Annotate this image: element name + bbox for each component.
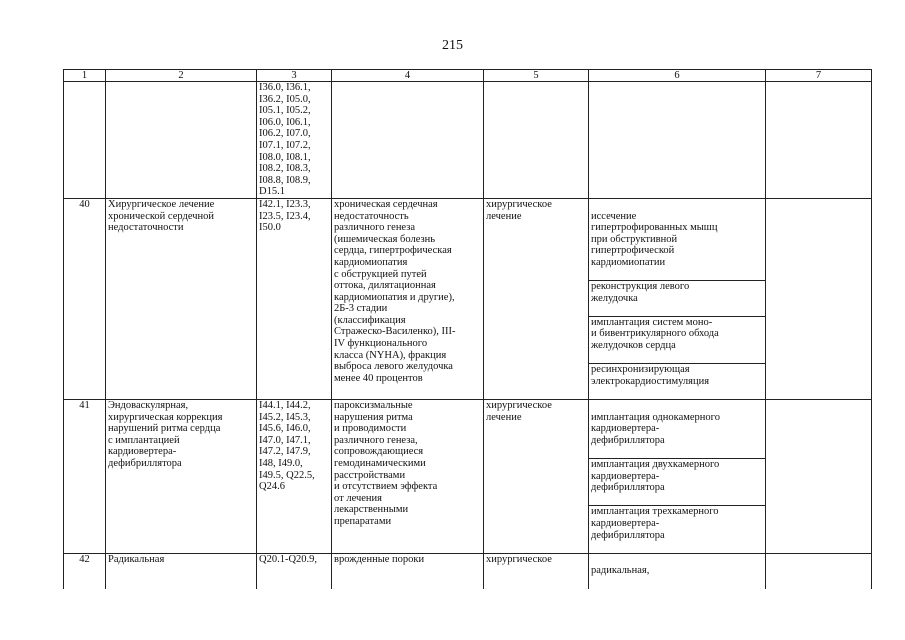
- diagnosis: хроническая сердечная недостаточность различного генеза (ишемическая болезнь сердца, гипертрофическая кардиомиопатия с обструкцией путей оттока, дилятационная кардиомиопатия и другие), 2Б-3 стадии (классификация Стражеско-Василенко), III- IV функционального класса (NYHA), фракция выброса левого желудочка менее 40 процентов: [332, 198, 484, 399]
- row-number: [64, 82, 106, 199]
- icd-codes: Q20.1-Q20.9,: [257, 553, 332, 588]
- page-number: 215: [442, 38, 463, 53]
- method-item: ресинхронизирующая электрокардиостимуляция: [589, 363, 765, 387]
- column-7-cell: [766, 400, 872, 554]
- column-header: 1: [64, 70, 106, 82]
- method-item: реконструкция левого желудочка: [589, 280, 765, 304]
- icd-codes: I42.1, I23.3, I23.5, I23.4, I50.0: [257, 198, 332, 399]
- procedure-name: Радикальная: [106, 553, 257, 588]
- column-header: 6: [589, 70, 766, 82]
- row-number: 41: [64, 400, 106, 554]
- icd-codes: I36.0, I36.1, I36.2, I05.0, I05.1, I05.2, I06.0, I06.1, I06.2, I07.0, I07.1, I07.2, I08.0, I08.1, I08.2, I08.3, I08.8, I08.9, D15.1: [257, 82, 332, 199]
- column-header: 7: [766, 70, 872, 82]
- method-item: радикальная,: [591, 565, 650, 577]
- method-item: имплантация трехкамерного кардиовертера- дефибриллятора: [589, 505, 765, 541]
- treatment-type: хирургическое лечение: [484, 198, 589, 399]
- column-7-cell: [766, 553, 872, 588]
- procedure-name: Хирургическое лечение хронической сердечной недостаточности: [106, 198, 257, 399]
- column-header: 2: [106, 70, 257, 82]
- treatment-type: [484, 82, 589, 199]
- treatment-type: хирургическое: [484, 553, 589, 588]
- table-row: [64, 400, 872, 554]
- diagnosis: пароксизмальные нарушения ритма и проводимости различного генеза, сопровождающиеся гемодинамическими расстройствами и отсутствием эффекта от лечения лекарственными препаратами: [332, 400, 484, 554]
- treatment-methods: [589, 553, 766, 588]
- icd-codes: I44.1, I44.2, I45.2, I45.3, I45.6, I46.0, I47.0, I47.1, I47.2, I47.9, I48, I49.0, I49.5, Q22.5, Q24.6: [257, 400, 332, 554]
- column-header: 5: [484, 70, 589, 82]
- medical-procedures-table: [63, 69, 872, 589]
- column-7-cell: [766, 82, 872, 199]
- method-item: имплантация двухкамерного кардиовертера- дефибриллятора: [589, 458, 765, 494]
- diagnosis: [332, 82, 484, 199]
- procedure-name: Эндоваскулярная, хирургическая коррекция нарушений ритма сердца с имплантацией кардиовертера- дефибриллятора: [106, 400, 257, 554]
- method-item: имплантация систем моно- и бивентрикулярного обхода желудочков сердца: [589, 316, 765, 352]
- table-row: [64, 553, 872, 588]
- row-number: 42: [64, 553, 106, 588]
- column-header: 4: [332, 70, 484, 82]
- treatment-methods: [589, 198, 766, 399]
- method-item: имплантация однокамерного кардиовертера- дефибриллятора: [591, 411, 720, 446]
- header-row: [64, 70, 872, 82]
- diagnosis: врожденные пороки: [332, 553, 484, 588]
- treatment-methods: [589, 82, 766, 199]
- method-item: иссечение гипертрофированных мышц при обструктивной гипертрофической кардиомиопатии: [591, 210, 718, 268]
- column-7-cell: [766, 198, 872, 399]
- treatment-methods: [589, 400, 766, 554]
- table-row: [64, 198, 872, 399]
- table-row: [64, 82, 872, 199]
- row-number: 40: [64, 198, 106, 399]
- column-header: 3: [257, 70, 332, 82]
- procedure-name: [106, 82, 257, 199]
- treatment-type: хирургическое лечение: [484, 400, 589, 554]
